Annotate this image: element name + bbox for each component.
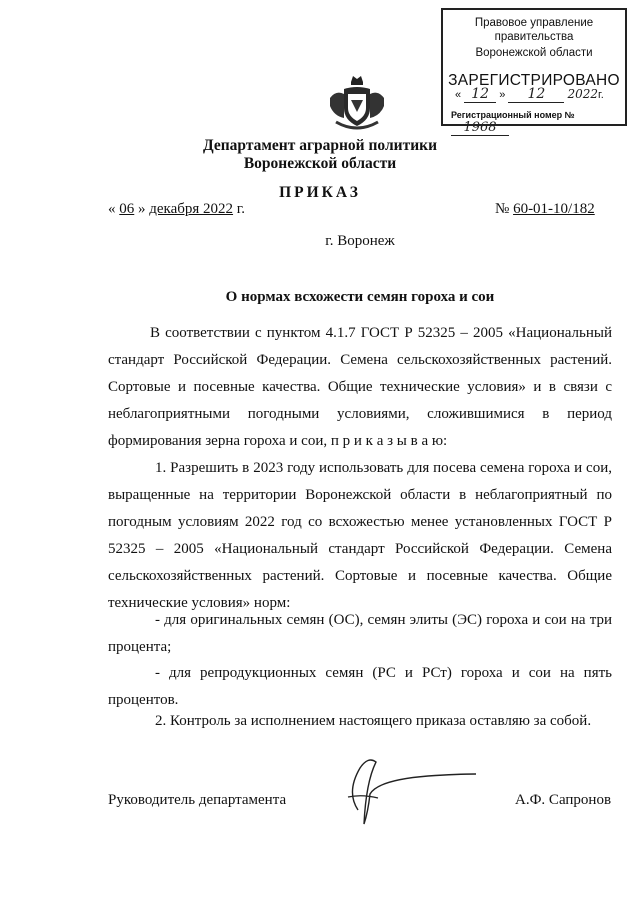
department-name-line2: Воронежской области bbox=[243, 155, 397, 172]
order-title: О нормах всхожести семян гороха и сои bbox=[225, 289, 495, 305]
stamp-registered-label: ЗАРЕГИСТРИРОВАНО bbox=[448, 72, 620, 89]
order-number-value: 60-01-10/182 bbox=[513, 201, 595, 217]
city: г. Воронеж bbox=[325, 233, 395, 249]
stamp-date-month: 12 bbox=[508, 86, 564, 103]
document-type-title: ПРИКАЗ bbox=[279, 184, 361, 201]
order-date-month-year: декабря 2022 bbox=[149, 201, 234, 217]
order-number-label: № bbox=[495, 201, 510, 217]
date-open-quote: « bbox=[108, 201, 116, 217]
date-close-quote: » bbox=[138, 201, 146, 217]
registration-stamp bbox=[441, 8, 627, 135]
stamp-reg-number bbox=[451, 110, 626, 136]
coat-of-arms-icon bbox=[326, 72, 388, 134]
stamp-org-line2: Воронежской области bbox=[475, 47, 593, 59]
department-name-line1: Департамент аграрной политики bbox=[202, 137, 437, 154]
order-date bbox=[108, 201, 245, 218]
order-item-2: 2. Контроль за исполнением настоящего приказа оставляю за собой. bbox=[155, 713, 592, 729]
order-preamble: В соответствии с пунктом 4.1.7 ГОСТ Р 52325 – 2005 «Национальный стандарт Российской Федерации. Семена сельскохозяйственных растений. Сортовые и посевные качества. Общие технические условия» и в связи с неблагоприятными погодными условиями, сложившимися в период формирования зерна гороха и сои, п р и к а з ы в а ю: bbox=[108, 325, 612, 449]
order-item-1: 1. Разрешить в 2023 году использовать для посева семена гороха и сои, выращенные на территории Воронежской области в неблагоприятный по погодным условиям 2022 год со всхожестью менее установленных ГОСТ Р 52325 – 2005 «Национальный стандарт Российской Федерации. Семена сельскохозяйственных растений. Сортовые и посевные качества. Общие технические условия» норм: bbox=[108, 460, 612, 611]
handwritten-signature bbox=[338, 752, 488, 832]
order-date-suffix: г. bbox=[236, 201, 246, 217]
stamp-date-day: 12 bbox=[464, 86, 496, 103]
stamp-date: « 12 » 12 2022г. bbox=[455, 86, 604, 102]
order-bullet-1: - для оригинальных семян (ОС), семян элиты (ЭС) гороха и сои на три процента; bbox=[108, 612, 612, 655]
stamp-reg-value: 1968 bbox=[451, 120, 509, 136]
signatory-position: Руководитель департамента bbox=[108, 792, 287, 808]
order-date-day: 06 bbox=[119, 201, 135, 217]
order-bullet-2: - для репродукционных семян (РС и РСт) гороха и сои на пять процентов. bbox=[108, 665, 612, 708]
stamp-reg-label: Регистрационный номер № bbox=[451, 110, 575, 120]
stamp-date-year: 2022 bbox=[567, 87, 599, 101]
stamp-org-line1: Правовое управление правительства bbox=[474, 17, 594, 43]
signatory-name: А.Ф. Сапронов bbox=[515, 792, 612, 808]
order-number bbox=[495, 201, 595, 218]
